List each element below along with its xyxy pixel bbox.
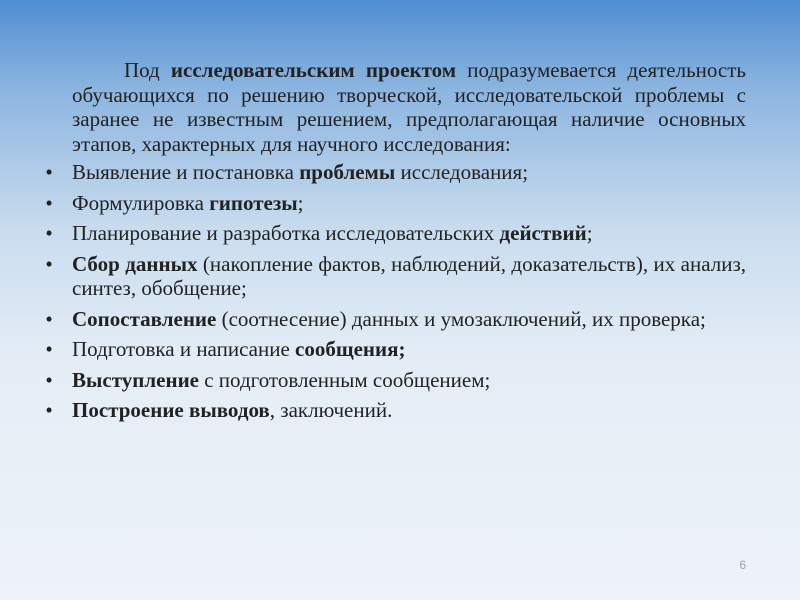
list-item-text: Планирование и разработка исследовательских xyxy=(72,221,500,245)
list-item-bold: действий xyxy=(499,221,587,245)
list-item-bold: проблемы xyxy=(299,160,396,184)
list-item xyxy=(42,307,746,332)
bullet-icon: • xyxy=(45,221,53,245)
slide-content xyxy=(42,58,746,429)
list-item-text: исследования; xyxy=(395,160,529,184)
list-item-bold: Сопоставление xyxy=(72,306,217,331)
bullet-icon: • xyxy=(45,190,53,215)
list-item-text: (накопление фактов, наблюдений, доказательств), их анализ, синтез, обобщение; xyxy=(72,251,746,300)
list-item-text: ; xyxy=(586,221,593,245)
list-item-text: (соотнесение) данных и умозаключений, их проверка; xyxy=(216,306,706,331)
bullet-icon: • xyxy=(45,160,53,184)
list-item-bold: сообщения; xyxy=(295,337,406,361)
list-item-text: с подготовленным сообщением; xyxy=(198,367,491,392)
list-item-bold: Построение выводов xyxy=(72,398,270,422)
list-item xyxy=(42,160,746,185)
bullet-icon: • xyxy=(45,398,53,422)
list-item-bold: Выступление xyxy=(72,367,199,392)
stage-list xyxy=(42,160,746,423)
intro-paragraph xyxy=(42,58,746,156)
list-item-bold: Сбор данных xyxy=(72,251,198,276)
list-item-bold: гипотезы xyxy=(209,190,298,215)
list-item xyxy=(42,398,746,423)
list-item-text: ; xyxy=(297,190,304,215)
bullet-icon: • xyxy=(45,306,53,331)
bullet-icon: • xyxy=(45,367,53,392)
intro-text-rest: подразумевается деятельность обучающихся по решению творческой, исследовательской проблемы с заранее не известным решением, предполагающая наличие основных этапов, характерных для научного исследования: xyxy=(72,58,746,156)
list-item xyxy=(42,337,746,362)
list-item xyxy=(42,368,746,393)
bullet-icon: • xyxy=(45,337,53,361)
page-number: 6 xyxy=(739,558,746,572)
list-item-text: Формулировка xyxy=(72,190,210,215)
list-item xyxy=(42,221,746,246)
list-item-text: Выявление и постановка xyxy=(72,160,300,184)
list-item-text: Подготовка и написание xyxy=(72,337,296,361)
bullet-icon: • xyxy=(45,251,53,276)
list-item xyxy=(42,252,746,301)
intro-bold-term: исследовательским проектом xyxy=(170,58,457,82)
list-item xyxy=(42,191,746,216)
intro-text-start: Под xyxy=(124,58,171,82)
list-item-text: , заключений. xyxy=(269,398,393,422)
